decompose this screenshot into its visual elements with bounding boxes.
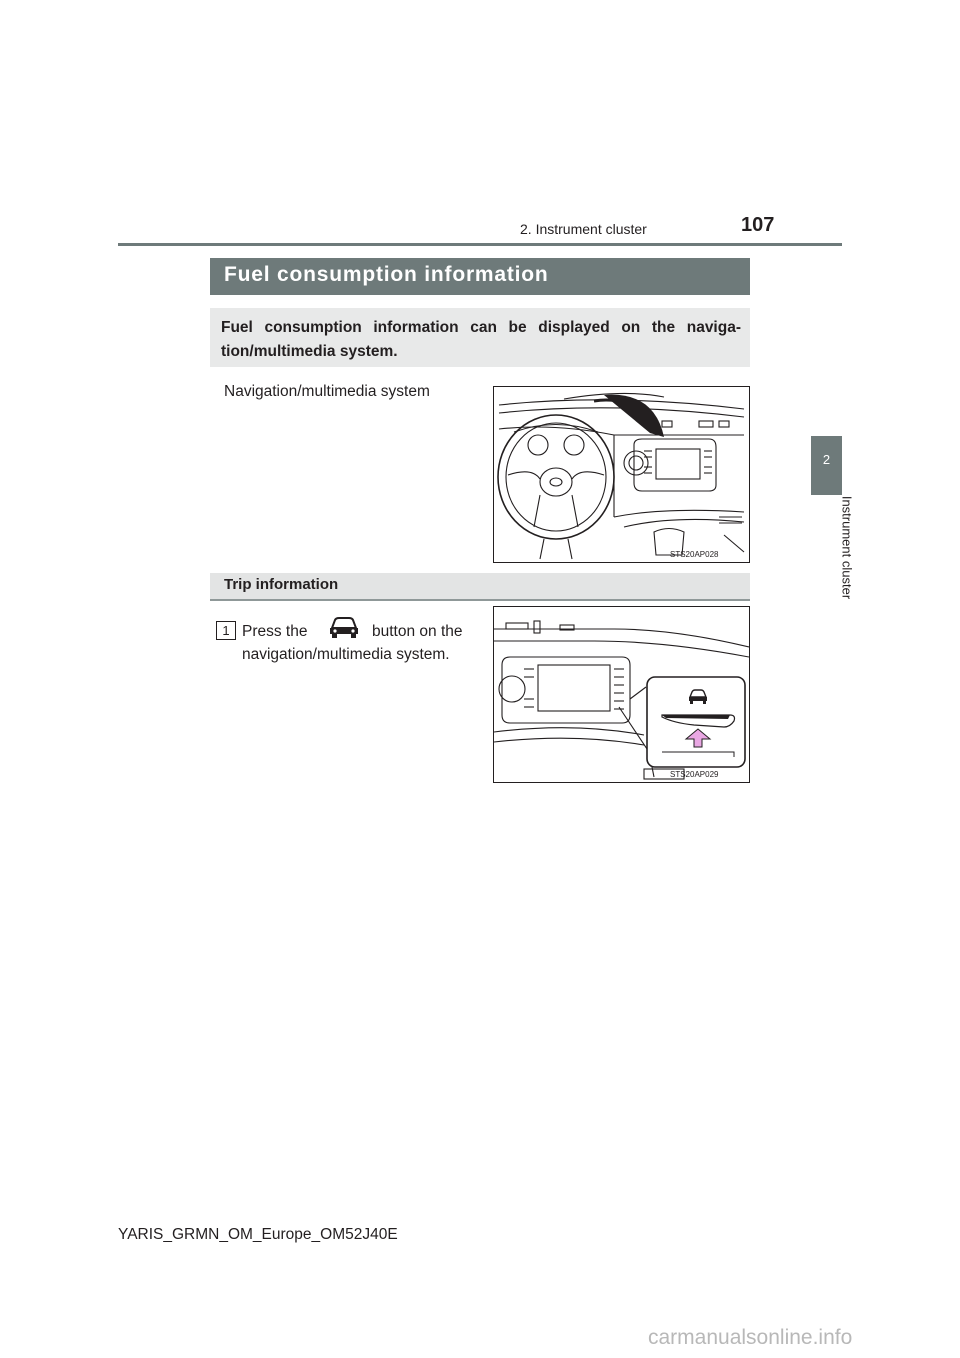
dashboard-illustration	[493, 386, 750, 563]
console-drawing	[494, 607, 749, 782]
page-number: 107	[741, 214, 775, 236]
chapter-tab-label: Instrument cluster	[839, 495, 855, 600]
console-illustration	[493, 606, 750, 783]
subsection-title: Trip information	[224, 576, 339, 593]
section-title: Fuel consumption information	[224, 263, 549, 286]
figure-code: STS20AP029	[670, 770, 719, 779]
intro-text: Fuel consumption information can be displayed on the naviga-tion/multimedia system.	[221, 319, 741, 360]
dashboard-drawing	[494, 387, 749, 562]
figure-code: STS20AP028	[670, 550, 719, 559]
car-icon	[328, 615, 360, 646]
header-rule	[118, 243, 842, 246]
step-text-line2: navigation/multimedia system.	[242, 646, 450, 663]
step-text-after: button on the	[372, 623, 463, 640]
figure-caption: Navigation/multimedia system	[224, 383, 430, 400]
running-header-section: 2. Instrument cluster	[520, 221, 647, 237]
document-id: YARIS_GRMN_OM_Europe_OM52J40E	[118, 1226, 398, 1243]
watermark: carmanualsonline.info	[648, 1326, 853, 1349]
chapter-tab-number: 2	[822, 452, 831, 467]
step-number: 1	[216, 621, 236, 640]
step-text-before: Press the	[242, 623, 308, 640]
